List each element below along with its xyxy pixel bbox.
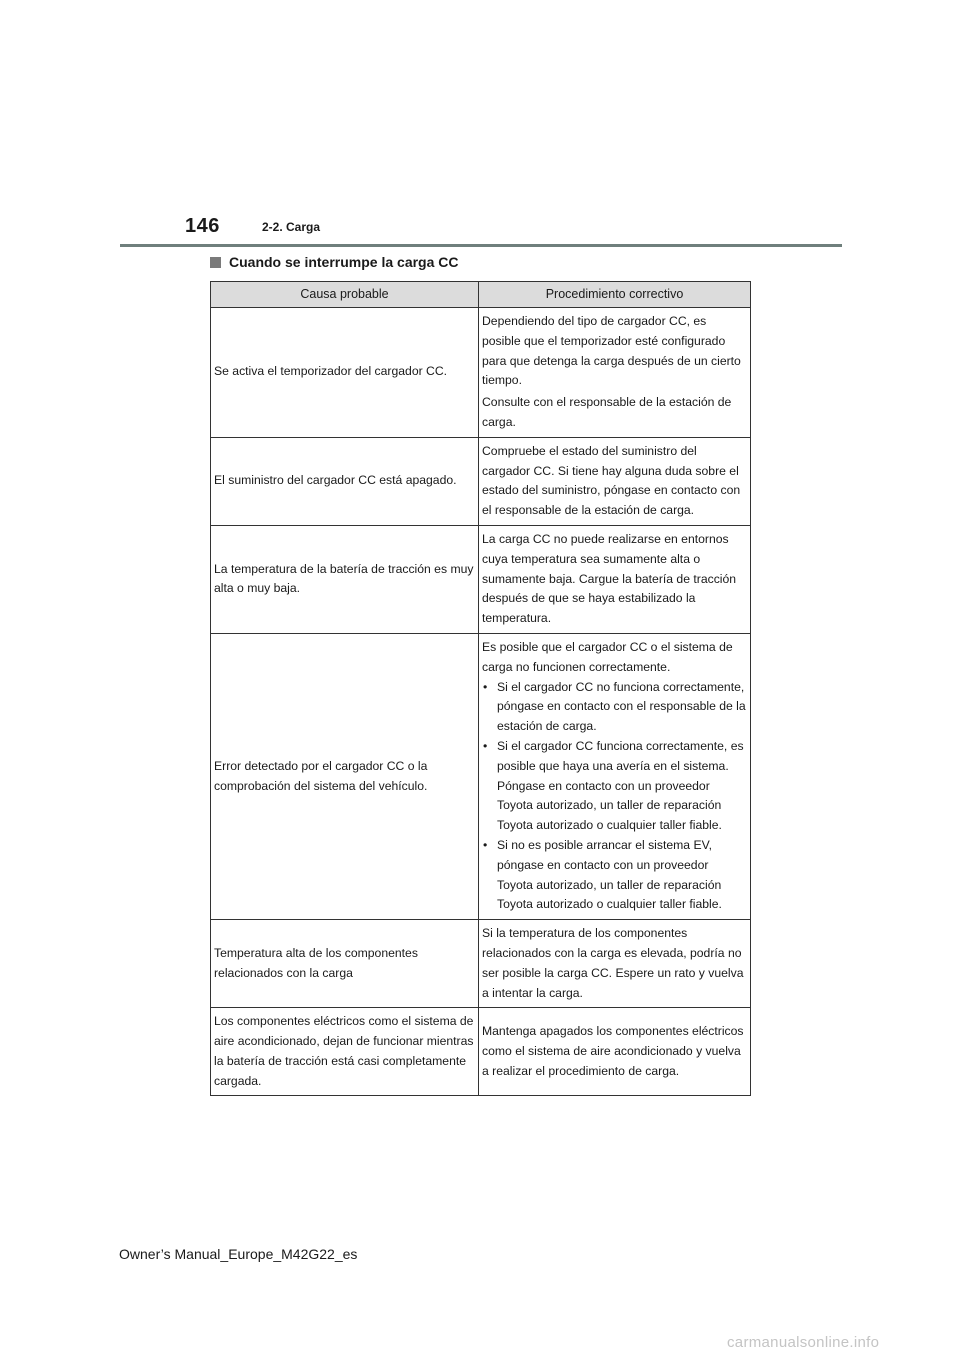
- procedure-paragraph: Dependiendo del tipo de cargador CC, es posible que el temporizador esté configurado para que detenga la carga después de un cierto tiempo.: [482, 314, 741, 388]
- table-row: [211, 308, 751, 438]
- cause-cell: La temperatura de la batería de tracción es muy alta o muy baja.: [211, 525, 479, 633]
- section-label: 2-2. Carga: [262, 220, 321, 234]
- bullet-icon: •: [483, 837, 488, 852]
- cause-cell: Error detectado por el cargador CC o la comprobación del sistema del vehículo.: [211, 633, 479, 919]
- cause-cell: Los componentes eléctricos como el sistema de aire acondicionado, dejan de funcionar mientras la batería de tracción está casi completamente cargada.: [211, 1008, 479, 1096]
- procedure-cell: [479, 308, 751, 438]
- procedure-paragraph: Consulte con el responsable de la estación de carga.: [482, 395, 732, 429]
- procedure-cell: [479, 920, 751, 1008]
- troubleshooting-table: [210, 281, 751, 1096]
- subsection-title: Cuando se interrumpe la carga CC: [229, 254, 459, 270]
- column-header-procedure: Procedimiento correctivo: [479, 282, 751, 308]
- table-row: [211, 633, 751, 919]
- bullet-icon: •: [483, 679, 488, 694]
- procedure-cell: [479, 633, 751, 919]
- bullet-item: [482, 678, 746, 737]
- cause-cell: Temperatura alta de los componentes relacionados con la carga: [211, 920, 479, 1008]
- bullet-text: Si no es posible arrancar el sistema EV, póngase en contacto con un proveedor Toyota autorizado, un taller de reparación Toyota autorizado o cualquier taller fiable.: [497, 837, 722, 912]
- table-row: [211, 1008, 751, 1096]
- procedure-bullet-list: [482, 678, 746, 916]
- cause-cell: El suministro del cargador CC está apagado.: [211, 437, 479, 525]
- page-number: 146: [185, 215, 220, 237]
- header-divider: [120, 244, 842, 247]
- footer-manual-id: Owner’s Manual_Europe_M42G22_es: [119, 1246, 358, 1262]
- procedure-paragraph: La carga CC no puede realizarse en entornos cuya temperatura sea sumamente alta o sumamente baja. Cargue la batería de tracción después de que se haya estabilizado la temperatura.: [482, 531, 737, 626]
- square-icon: [210, 257, 221, 268]
- procedure-paragraph: Si la temperatura de los componentes relacionados con la carga es elevada, podría no ser posible la carga CC. Espere un rato y vuelva a intentar la carga.: [482, 926, 744, 1000]
- procedure-cell: [479, 1008, 751, 1096]
- column-header-cause: Causa probable: [211, 282, 479, 308]
- table-row: [211, 437, 751, 525]
- bullet-item: [482, 737, 746, 836]
- bullet-item: [482, 836, 746, 915]
- procedure-paragraph: Es posible que el cargador CC o el sistema de carga no funcionen correctamente.: [482, 639, 733, 674]
- procedure-paragraph: Mantenga apagados los componentes eléctricos como el sistema de aire acondicionado y vuelva a realizar el procedimiento de carga.: [482, 1024, 744, 1078]
- subsection-heading: [210, 254, 459, 270]
- procedure-cell: [479, 437, 751, 525]
- bullet-text: Si el cargador CC no funciona correctamente, póngase en contacto con el responsable de la estación de carga.: [497, 679, 746, 734]
- table-row: [211, 525, 751, 633]
- table-header-row: [211, 282, 751, 308]
- procedure-cell: [479, 525, 751, 633]
- table-row: [211, 920, 751, 1008]
- bullet-icon: •: [483, 738, 488, 753]
- cause-cell: Se activa el temporizador del cargador CC.: [211, 308, 479, 438]
- bullet-text: Si el cargador CC funciona correctamente, es posible que haya una avería en el sistema. Póngase en contacto con un proveedor Toyota autorizado, un taller de reparación Toyota autorizado o cualquier taller fiable.: [497, 738, 744, 833]
- watermark: carmanualsonline.info: [727, 1334, 880, 1351]
- procedure-paragraph: Compruebe el estado del suministro del cargador CC. Si tiene hay alguna duda sobre el estado del suministro, póngase en contacto con el responsable de la estación de carga.: [482, 443, 741, 518]
